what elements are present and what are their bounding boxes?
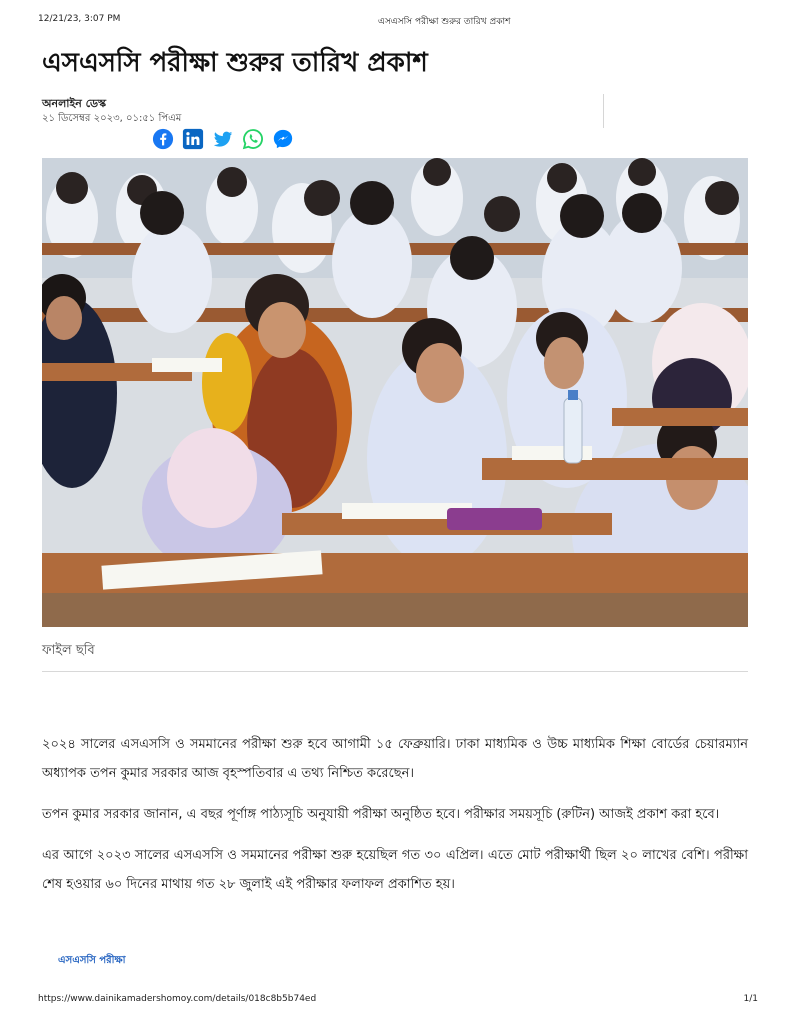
author-name[interactable]: অনলাইন ডেস্ক	[42, 97, 107, 110]
print-header	[38, 14, 758, 30]
article-body	[42, 730, 748, 911]
caption-divider	[42, 671, 748, 672]
share-bar	[152, 128, 294, 150]
twitter-icon[interactable]	[212, 128, 234, 150]
print-url: https://www.dainikamadershomoy.com/details/018c8b5b74ed	[38, 994, 317, 1004]
print-footer	[38, 994, 758, 1008]
facebook-icon[interactable]	[152, 128, 174, 150]
whatsapp-icon[interactable]	[242, 128, 264, 150]
publish-time: ২১ ডিসেম্বর ২০২৩, ০১:৫১ পিএম	[42, 113, 182, 124]
paragraph-1: ২০২৪ সালের এসএসসি ও সমমানের পরীক্ষা শুরু হবে আগামী ১৫ ফেব্রুয়ারি। ঢাকা মাধ্যমিক ও উচ্চ মাধ্যমিক শিক্ষা বোর্ডের চেয়ারম্যান অধ্যাপক তপন কুমার সরকার আজ বৃহস্পতিবার এ তথ্য নিশ্চিত করেছেন।	[42, 737, 748, 781]
print-page-number: 1/1	[743, 994, 758, 1004]
byline	[42, 95, 602, 129]
paragraph-3: এর আগে ২০২৩ সালের এসএসসি ও সমমানের পরীক্ষা শুরু হয়েছিল গত ৩০ এপ্রিল। এতে মোট পরীক্ষার্থী ছিল ২০ লাখের বেশি। পরীক্ষা শেষ হওয়ার ৬০ দিনের মাথায় গত ২৮ জুলাই এই পরীক্ষার ফলাফল প্রকাশিত হয়।	[42, 848, 748, 892]
article-photo	[42, 158, 748, 627]
article-headline: এসএসসি পরীক্ষা শুরুর তারিখ প্রকাশ	[42, 48, 428, 78]
linkedin-icon[interactable]	[182, 128, 204, 150]
byline-divider	[603, 94, 604, 128]
image-caption: ফাইল ছবি	[42, 643, 95, 658]
print-page-title: এসএসসি পরীক্ষা শুরুর তারিখ প্রকাশ	[378, 17, 511, 27]
tag-link[interactable]: এসএসসি পরীক্ষা	[58, 955, 126, 966]
messenger-icon[interactable]	[272, 128, 294, 150]
print-datetime: 12/21/23, 3:07 PM	[38, 14, 121, 24]
paragraph-2: তপন কুমার সরকার জানান, এ বছর পূর্ণাঙ্গ পাঠ্যসূচি অনুযায়ী পরীক্ষা অনুষ্ঠিত হবে। পরীক্ষার সময়সূচি (রুটিন) আজই প্রকাশ করা হবে।	[42, 807, 720, 822]
